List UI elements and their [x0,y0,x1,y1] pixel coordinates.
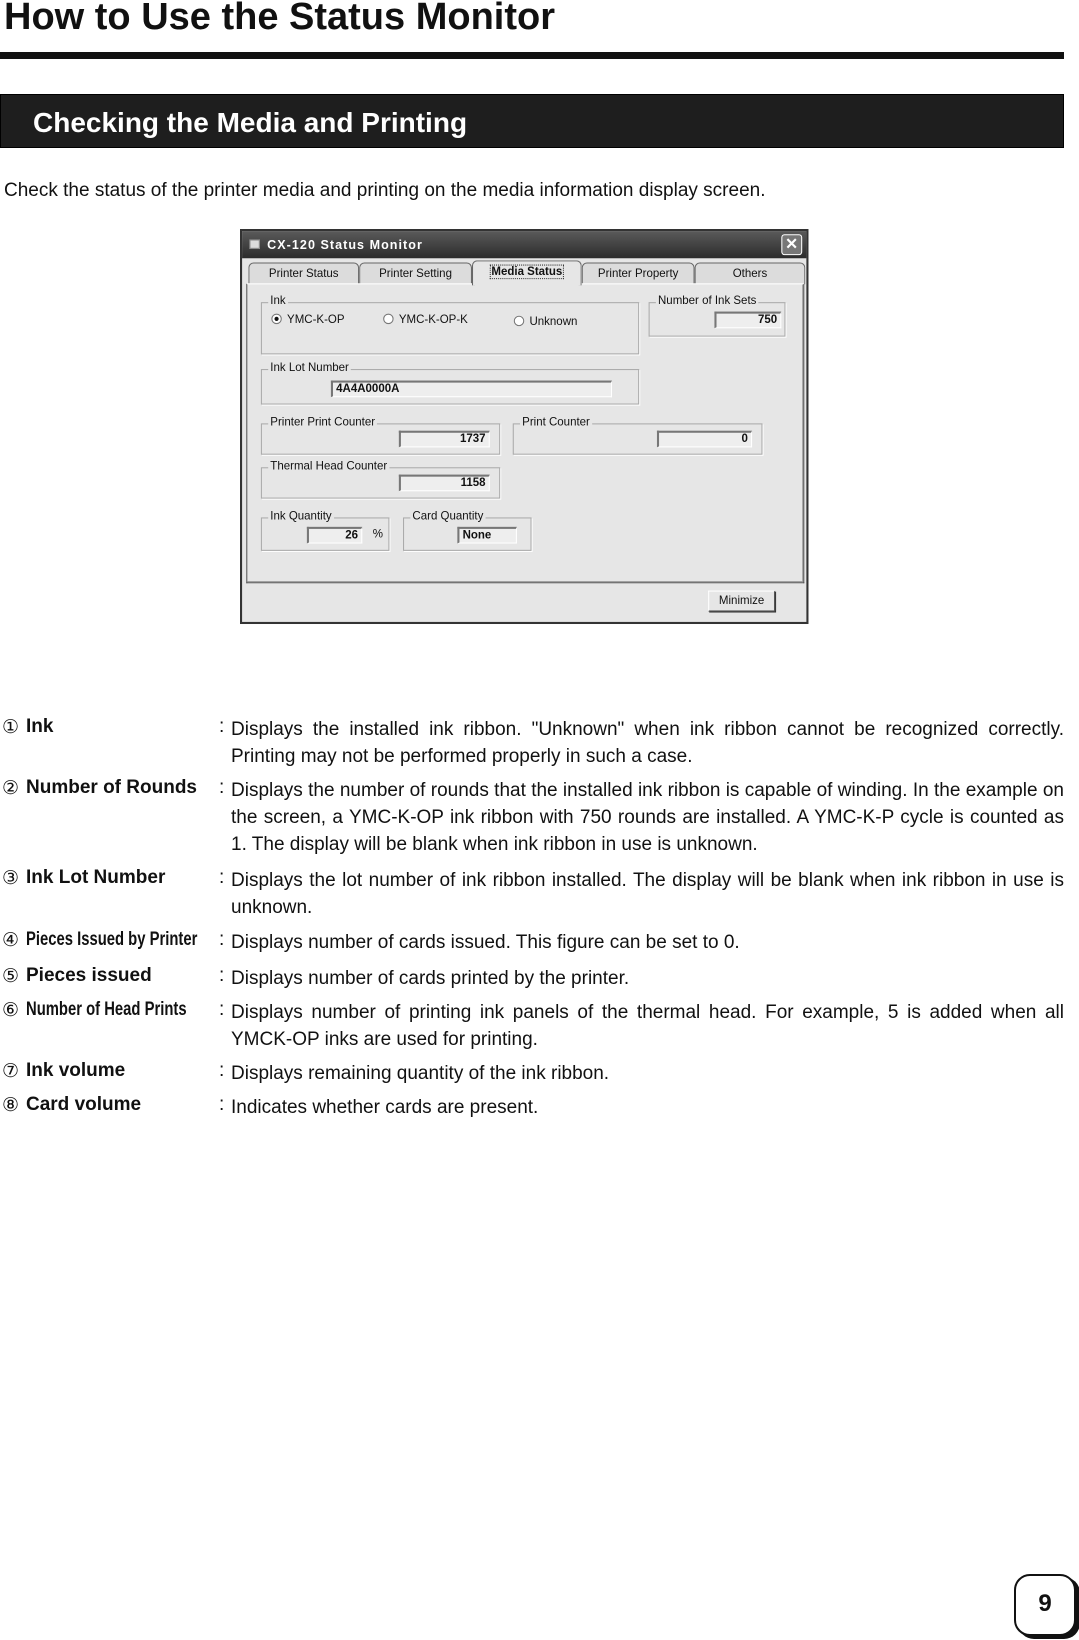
ink-quantity-field: 26 [307,527,362,544]
radio-label: YMC-K-OP-K [398,313,468,327]
status-monitor-window [240,229,808,624]
section-banner [0,94,1064,148]
item-number: ⑥ [2,1000,20,1021]
close-button[interactable]: ✕ [781,234,802,255]
item-number: ③ [2,868,20,889]
ink-group [261,294,639,354]
tab-printer-setting[interactable]: Printer Setting [359,262,472,284]
radio-label: YMC-K-OP [287,313,345,327]
card-quantity-label: Card Quantity [410,510,485,523]
item-description: Indicates whether cards are present. [231,1097,539,1118]
item-description: Displays the installed ink ribbon. "Unknown" when ink ribbon cannot be recognized correctly. Printing may not be performed properly in such a case. [231,719,1064,767]
item-description: Displays remaining quantity of the ink ribbon. [231,1063,610,1084]
heading-rule [0,52,1064,59]
item-label: Ink volume [26,1060,126,1081]
radio-ymc-k-op[interactable] [271,314,344,327]
item-number: ① [2,717,20,738]
item-description: Displays number of cards issued. This figure can be set to 0. [231,932,740,953]
ink-sets-field: 750 [714,312,781,329]
colon: : [219,1060,225,1081]
radio-icon [514,316,524,326]
item-number: ④ [2,930,20,951]
intro-text: Check the status of the printer media and printing on the media information display screen. [4,180,766,201]
radio-icon [383,314,393,324]
colon: : [219,999,225,1020]
item-label: Ink [26,716,54,737]
ink-quantity-label: Ink Quantity [268,510,334,523]
window-title: CX-120 Status Monitor [267,237,423,252]
item-number: ⑤ [2,966,20,987]
tab-media-status[interactable] [472,260,582,285]
colon: : [219,1094,225,1115]
radio-unknown[interactable] [514,316,578,329]
page-number: 9 [1014,1574,1076,1636]
thermal-head-counter-field: 1158 [399,475,490,492]
colon: : [219,777,225,798]
colon: : [219,965,225,986]
item-description: Displays number of printing ink panels of the thermal head. For example, 5 is added when all YMCK-OP inks are used for printing. [231,1002,1064,1050]
radio-label: Unknown [529,315,578,329]
ink-lot-field: 4A4A0000A [331,381,612,398]
colon: : [219,867,225,888]
item-label: Pieces issued [26,965,152,986]
item-label: Number of Head Prints [26,999,187,1020]
thermal-head-counter-label: Thermal Head Counter [268,460,389,473]
printer-print-counter-field: 1737 [399,431,490,448]
ink-quantity-unit: % [372,527,383,541]
ink-sets-label: Number of Ink Sets [656,295,759,308]
item-label: Pieces Issued by Printer [26,929,198,950]
page-heading: How to Use the Status Monitor [4,0,555,38]
item-number: ② [2,778,20,799]
radio-ymc-k-op-k[interactable] [383,314,468,327]
printer-print-counter-label: Printer Print Counter [268,416,377,429]
title-bar[interactable] [242,231,806,258]
radio-selected-icon [271,314,281,324]
item-label: Card volume [26,1094,142,1115]
print-counter-field: 0 [657,431,752,448]
item-description: Displays number of cards printed by the printer. [231,968,630,989]
section-title: Checking the Media and Printing [33,107,468,138]
colon: : [219,929,225,950]
tab-printer-status[interactable]: Printer Status [248,262,359,284]
item-label: Ink Lot Number [26,867,166,888]
tab-printer-property[interactable]: Printer Property [582,262,695,284]
minimize-button[interactable]: Minimize [708,591,775,612]
app-icon [249,239,259,248]
item-description: Displays the number of rounds that the installed ink ribbon is capable of winding. In the example on the screen, a YMC-K-OP ink ribbon with 750 rounds are installed. A YMC-K-P cycle is counted as 1. The display will be blank when ink ribbon in use is unknown. [231,780,1064,855]
tab-others[interactable]: Others [695,262,806,284]
item-number: ⑦ [2,1061,20,1082]
item-number: ⑧ [2,1095,20,1116]
ink-label: Ink [268,295,288,308]
item-label: Number of Rounds [26,777,197,798]
print-counter-label: Print Counter [520,416,592,429]
tab-label: Media Status [489,265,564,280]
card-quantity-field: None [457,527,517,544]
colon: : [219,716,225,737]
ink-lot-label: Ink Lot Number [268,362,351,375]
item-description: Displays the lot number of ink ribbon installed. The display will be blank when ink ribbon in use is unknown. [231,870,1064,918]
